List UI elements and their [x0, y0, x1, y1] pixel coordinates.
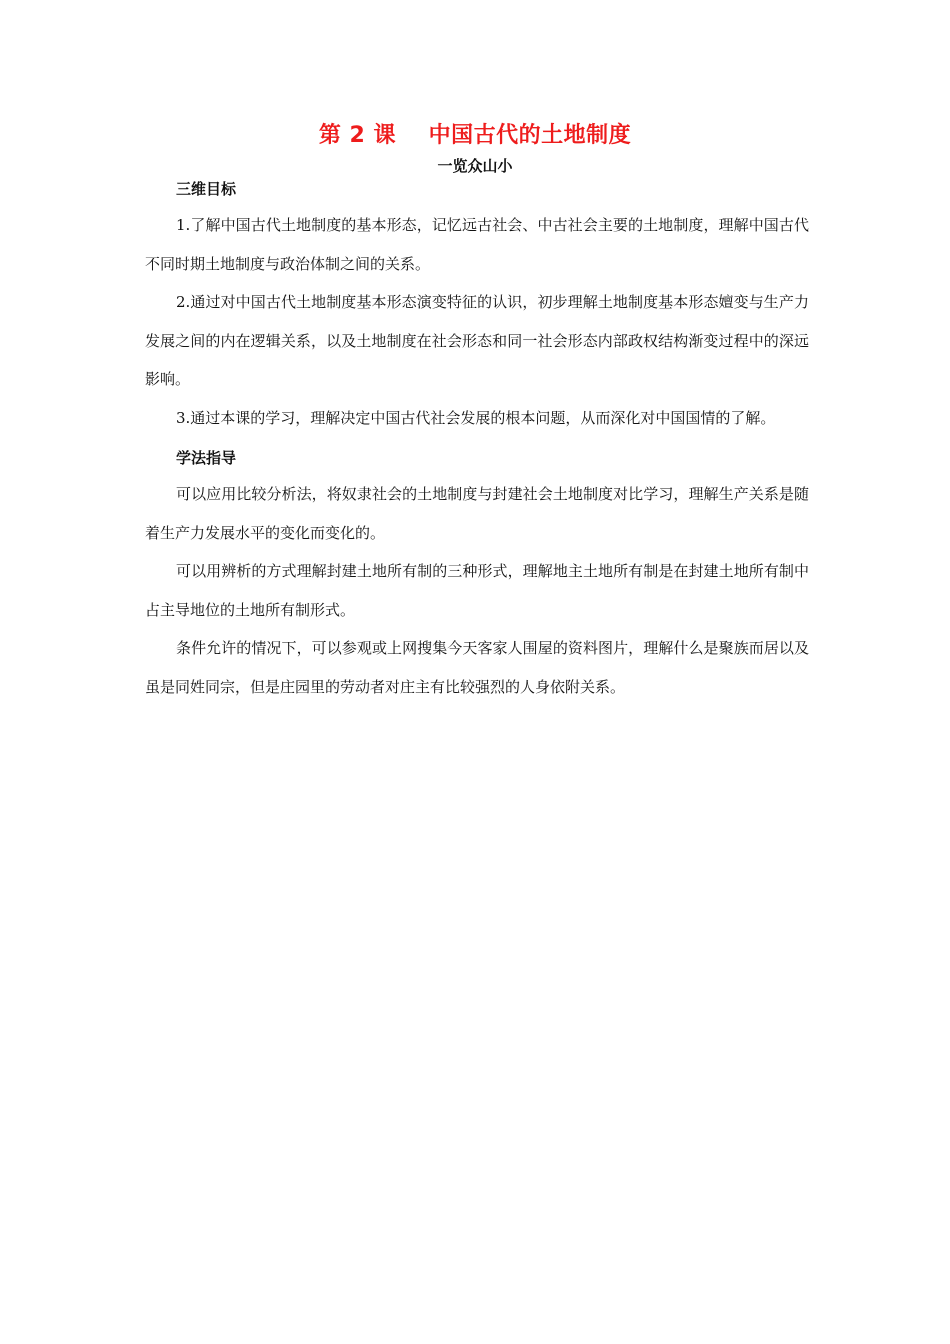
document-body	[145, 174, 809, 706]
paragraph: 1.了解中国古代土地制度的基本形态，记忆远古社会、中古社会主要的土地制度，理解中国古代不同时期土地制度与政治体制之间的关系。	[145, 216, 809, 273]
paragraph: 可以应用比较分析法，将奴隶社会的土地制度与封建社会土地制度对比学习，理解生产关系是随着生产力发展水平的变化而变化的。	[145, 485, 809, 542]
section-objectives	[145, 176, 809, 437]
paragraph: 可以用辨析的方式理解封建土地所有制的三种形式，理解地主土地所有制是在封建土地所有制中占主导地位的土地所有制形式。	[145, 562, 809, 619]
paragraph: 2.通过对中国古代土地制度基本形态演变特征的认识，初步理解土地制度基本形态嬗变与生产力发展之间的内在逻辑关系，以及土地制度在社会形态和同一社会形态内部政权结构渐变过程中的深远影响。	[145, 293, 809, 388]
section-study-guide	[145, 445, 809, 706]
section-heading: 三维目标	[176, 180, 237, 198]
paragraph: 条件允许的情况下，可以参观或上网搜集今天客家人围屋的资料图片，理解什么是聚族而居以及虽是同姓同宗，但是庄园里的劳动者对庄主有比较强烈的人身依附关系。	[145, 639, 809, 696]
lesson-title: 第 2 课 中国古代的土地制度	[318, 123, 632, 148]
paragraph: 3.通过本课的学习，理解决定中国古代社会发展的根本问题，从而深化对中国国情的了解。	[176, 408, 776, 427]
lesson-subtitle: 一览众山小	[437, 157, 513, 175]
section-gap	[145, 437, 809, 443]
section-heading: 学法指导	[176, 449, 237, 467]
